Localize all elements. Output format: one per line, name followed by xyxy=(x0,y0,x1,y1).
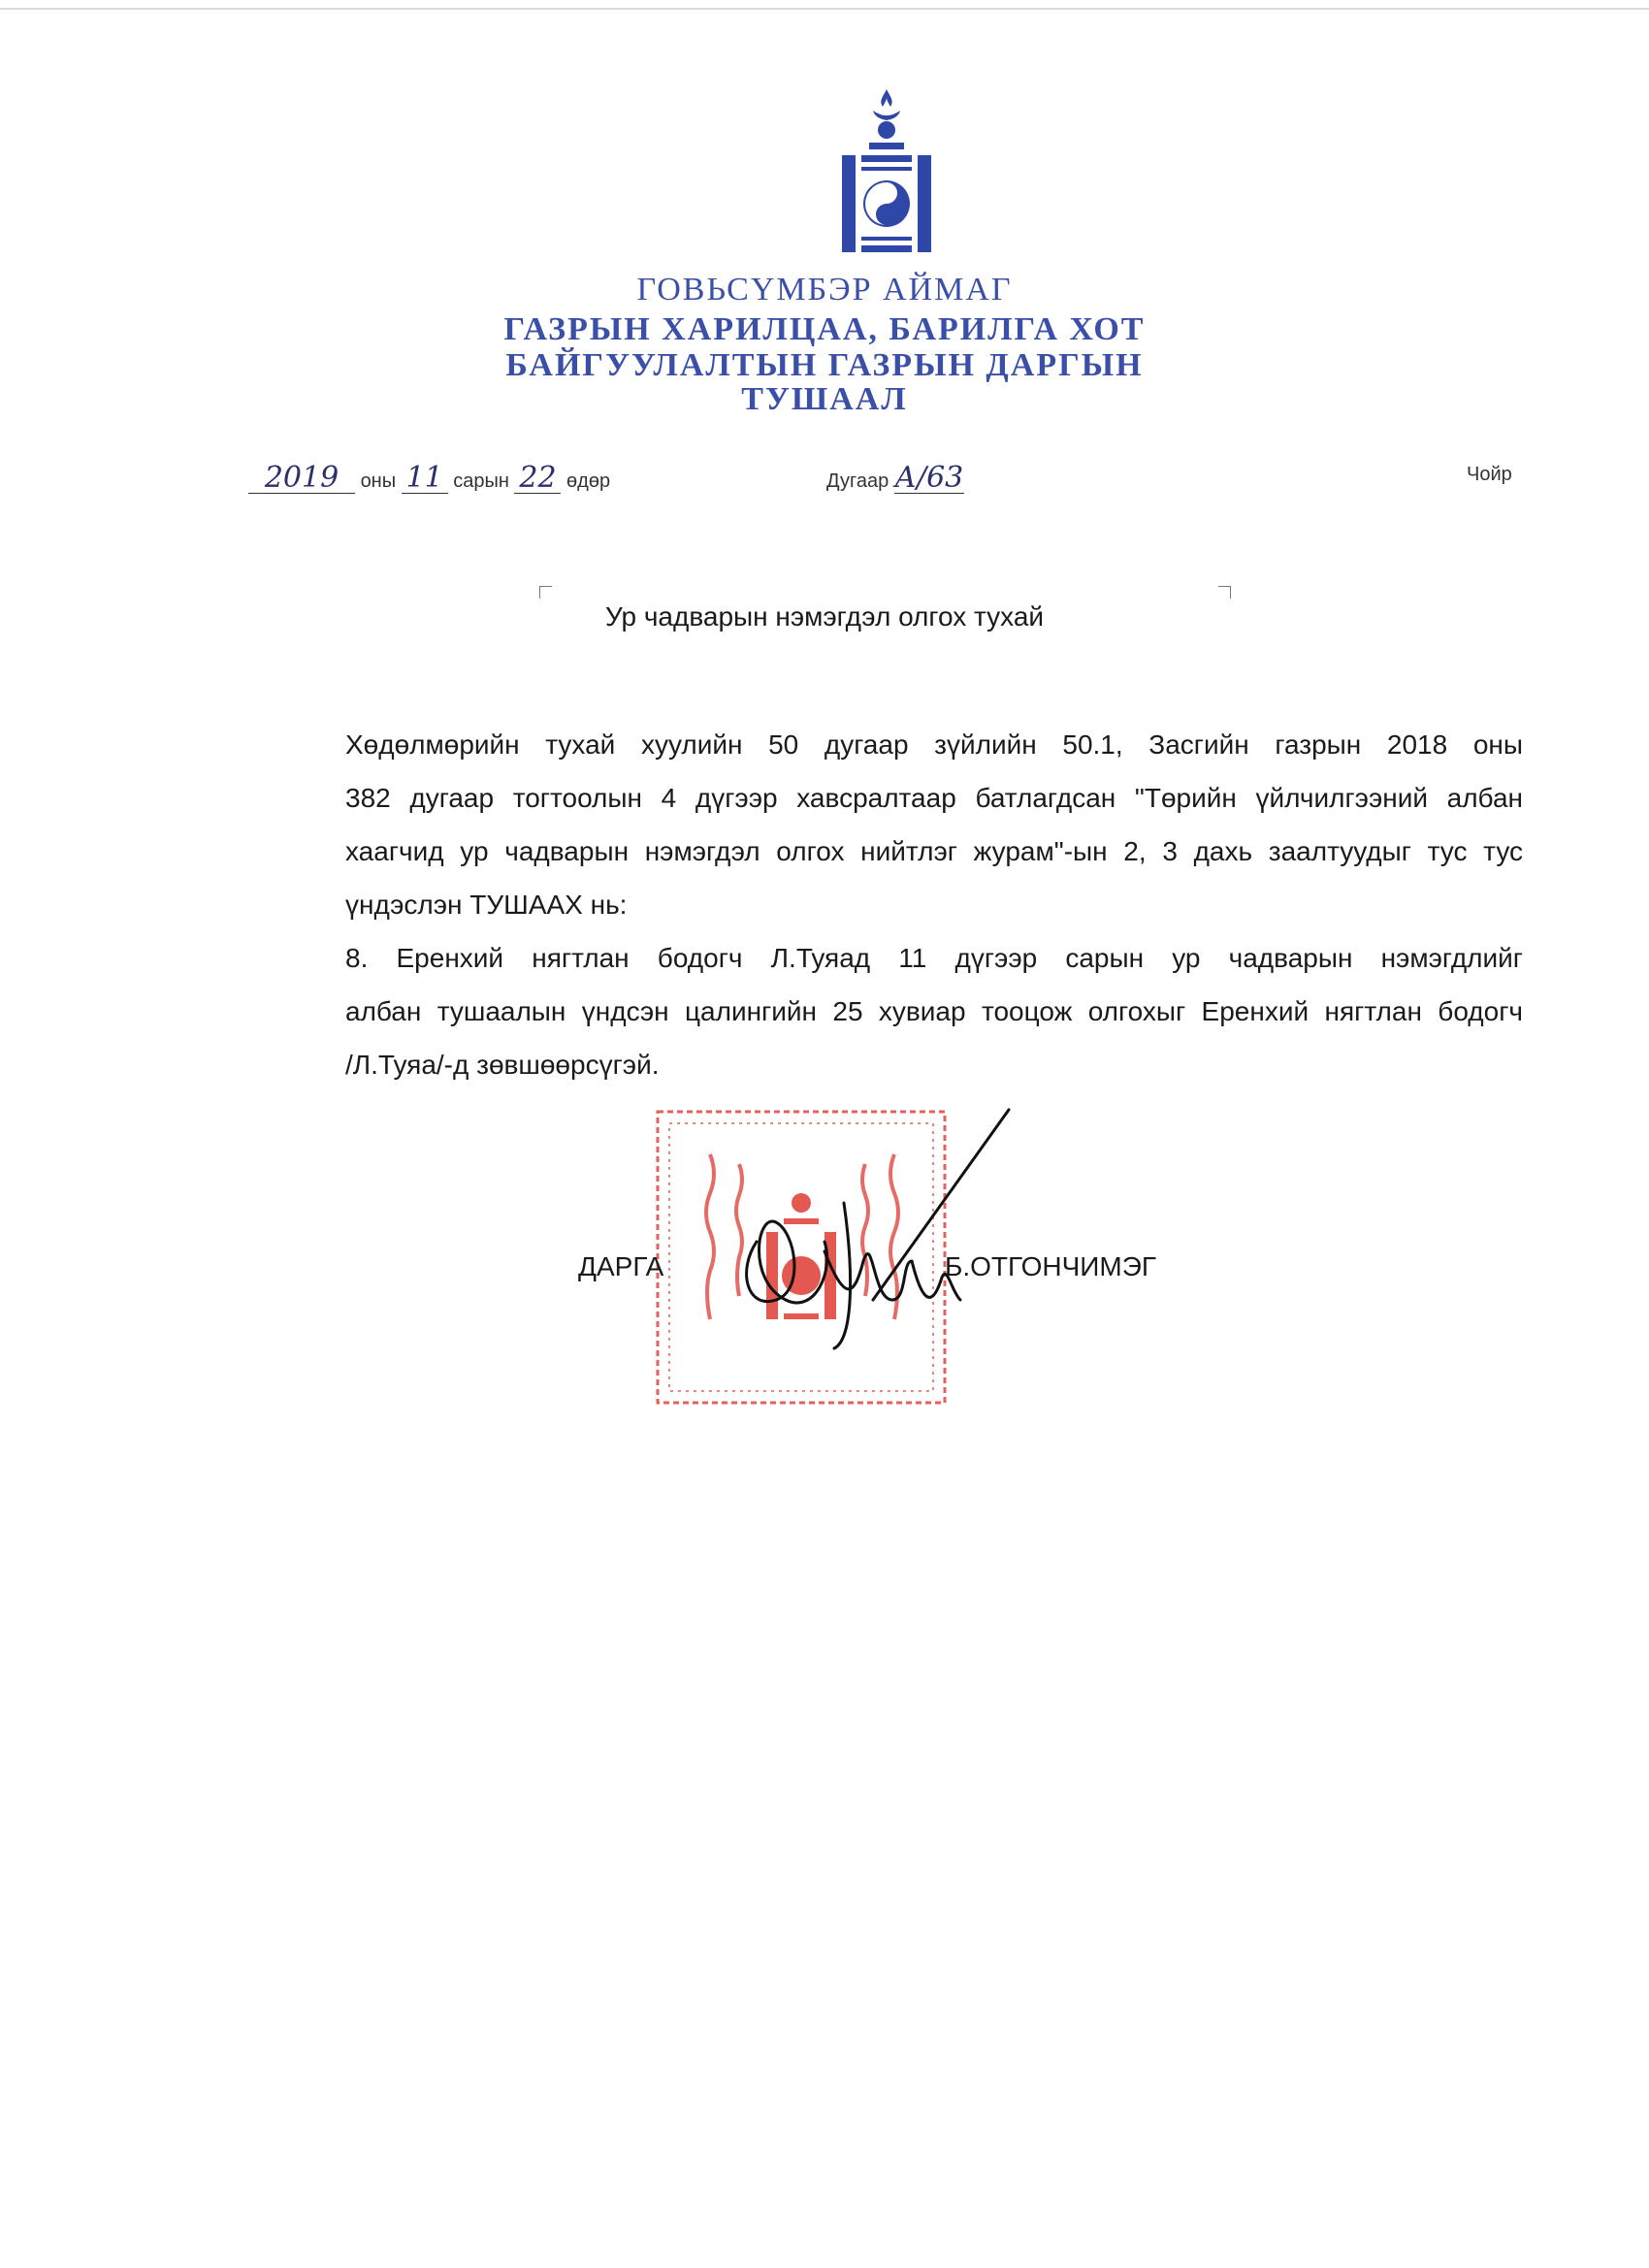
order-number-value: А/63 xyxy=(894,461,964,495)
order-number xyxy=(826,461,964,495)
paragraph-2-line: 8. Еренхий нягтлан бодогч Л.Туяад 11 дүгээр сарын ур чадварын нэмэгдлийг xyxy=(345,943,1523,973)
paragraph-2-line: албан тушаалын үндсэн цалингийн 25 хувиар тооцож олгохыг Еренхий нягтлан бодогч xyxy=(345,996,1523,1026)
subject-corner-right xyxy=(1218,586,1231,599)
agency-name-line2: БАЙГУУЛАЛТЫН ГАЗРЫН ДАРГЫН xyxy=(505,347,1144,383)
page-top-edge xyxy=(0,8,1649,10)
paragraph-2 xyxy=(345,931,1523,1091)
signatory-title: ДАРГА xyxy=(578,1251,664,1281)
order-number-label: Дугаар xyxy=(826,470,889,492)
paragraph-1-line: үндэслэн ТУШААХ нь: xyxy=(345,890,628,920)
date-month: 11 xyxy=(402,464,448,494)
agency-name-line1: ГАЗРЫН ХАРИЛЦАА, БАРИЛГА ХОТ xyxy=(503,311,1146,347)
subject-corner-left xyxy=(539,586,552,599)
date-year-suffix: оны xyxy=(360,470,397,492)
place-name: Чойр xyxy=(1467,464,1512,485)
date-year: 2019 xyxy=(248,464,355,494)
paragraph-1-line: хаагчид ур чадварын нэмэгдэл олгох нийтлэг журам"-ын 2, 3 дахь заалтуудыг тус тус xyxy=(345,836,1523,866)
paragraph-1 xyxy=(345,718,1523,931)
handwritten-signature xyxy=(728,1106,1018,1358)
soyombo-emblem-icon xyxy=(840,87,933,254)
date-day: 22 xyxy=(514,464,561,494)
aimag-name: ГОВЬСҮМБЭР АЙМАГ xyxy=(636,272,1013,308)
date-month-suffix: сарын xyxy=(453,470,509,492)
paragraph-2-line: /Л.Туяа/-д зөвшөөрсүгэй. xyxy=(345,1050,660,1080)
paragraph-1-line: Хөдөлмөрийн тухай хуулийн 50 дугаар зүйлийн 50.1, Засгийн газрын 2018 оны xyxy=(345,729,1523,760)
date-line xyxy=(248,461,611,495)
signatory-name: Б.ОТГОНЧИМЭГ xyxy=(945,1251,1157,1281)
document-type: ТУШААЛ xyxy=(741,381,908,417)
paragraph-1-line: 382 дугаар тогтоолын 4 дүгээр хавсралтаар батлагдсан "Төрийн үйлчилгээний албан xyxy=(345,783,1523,813)
order-subject: Ур чадварын нэмэгдэл олгох тухай xyxy=(604,601,1045,632)
date-day-suffix: өдөр xyxy=(566,470,611,492)
